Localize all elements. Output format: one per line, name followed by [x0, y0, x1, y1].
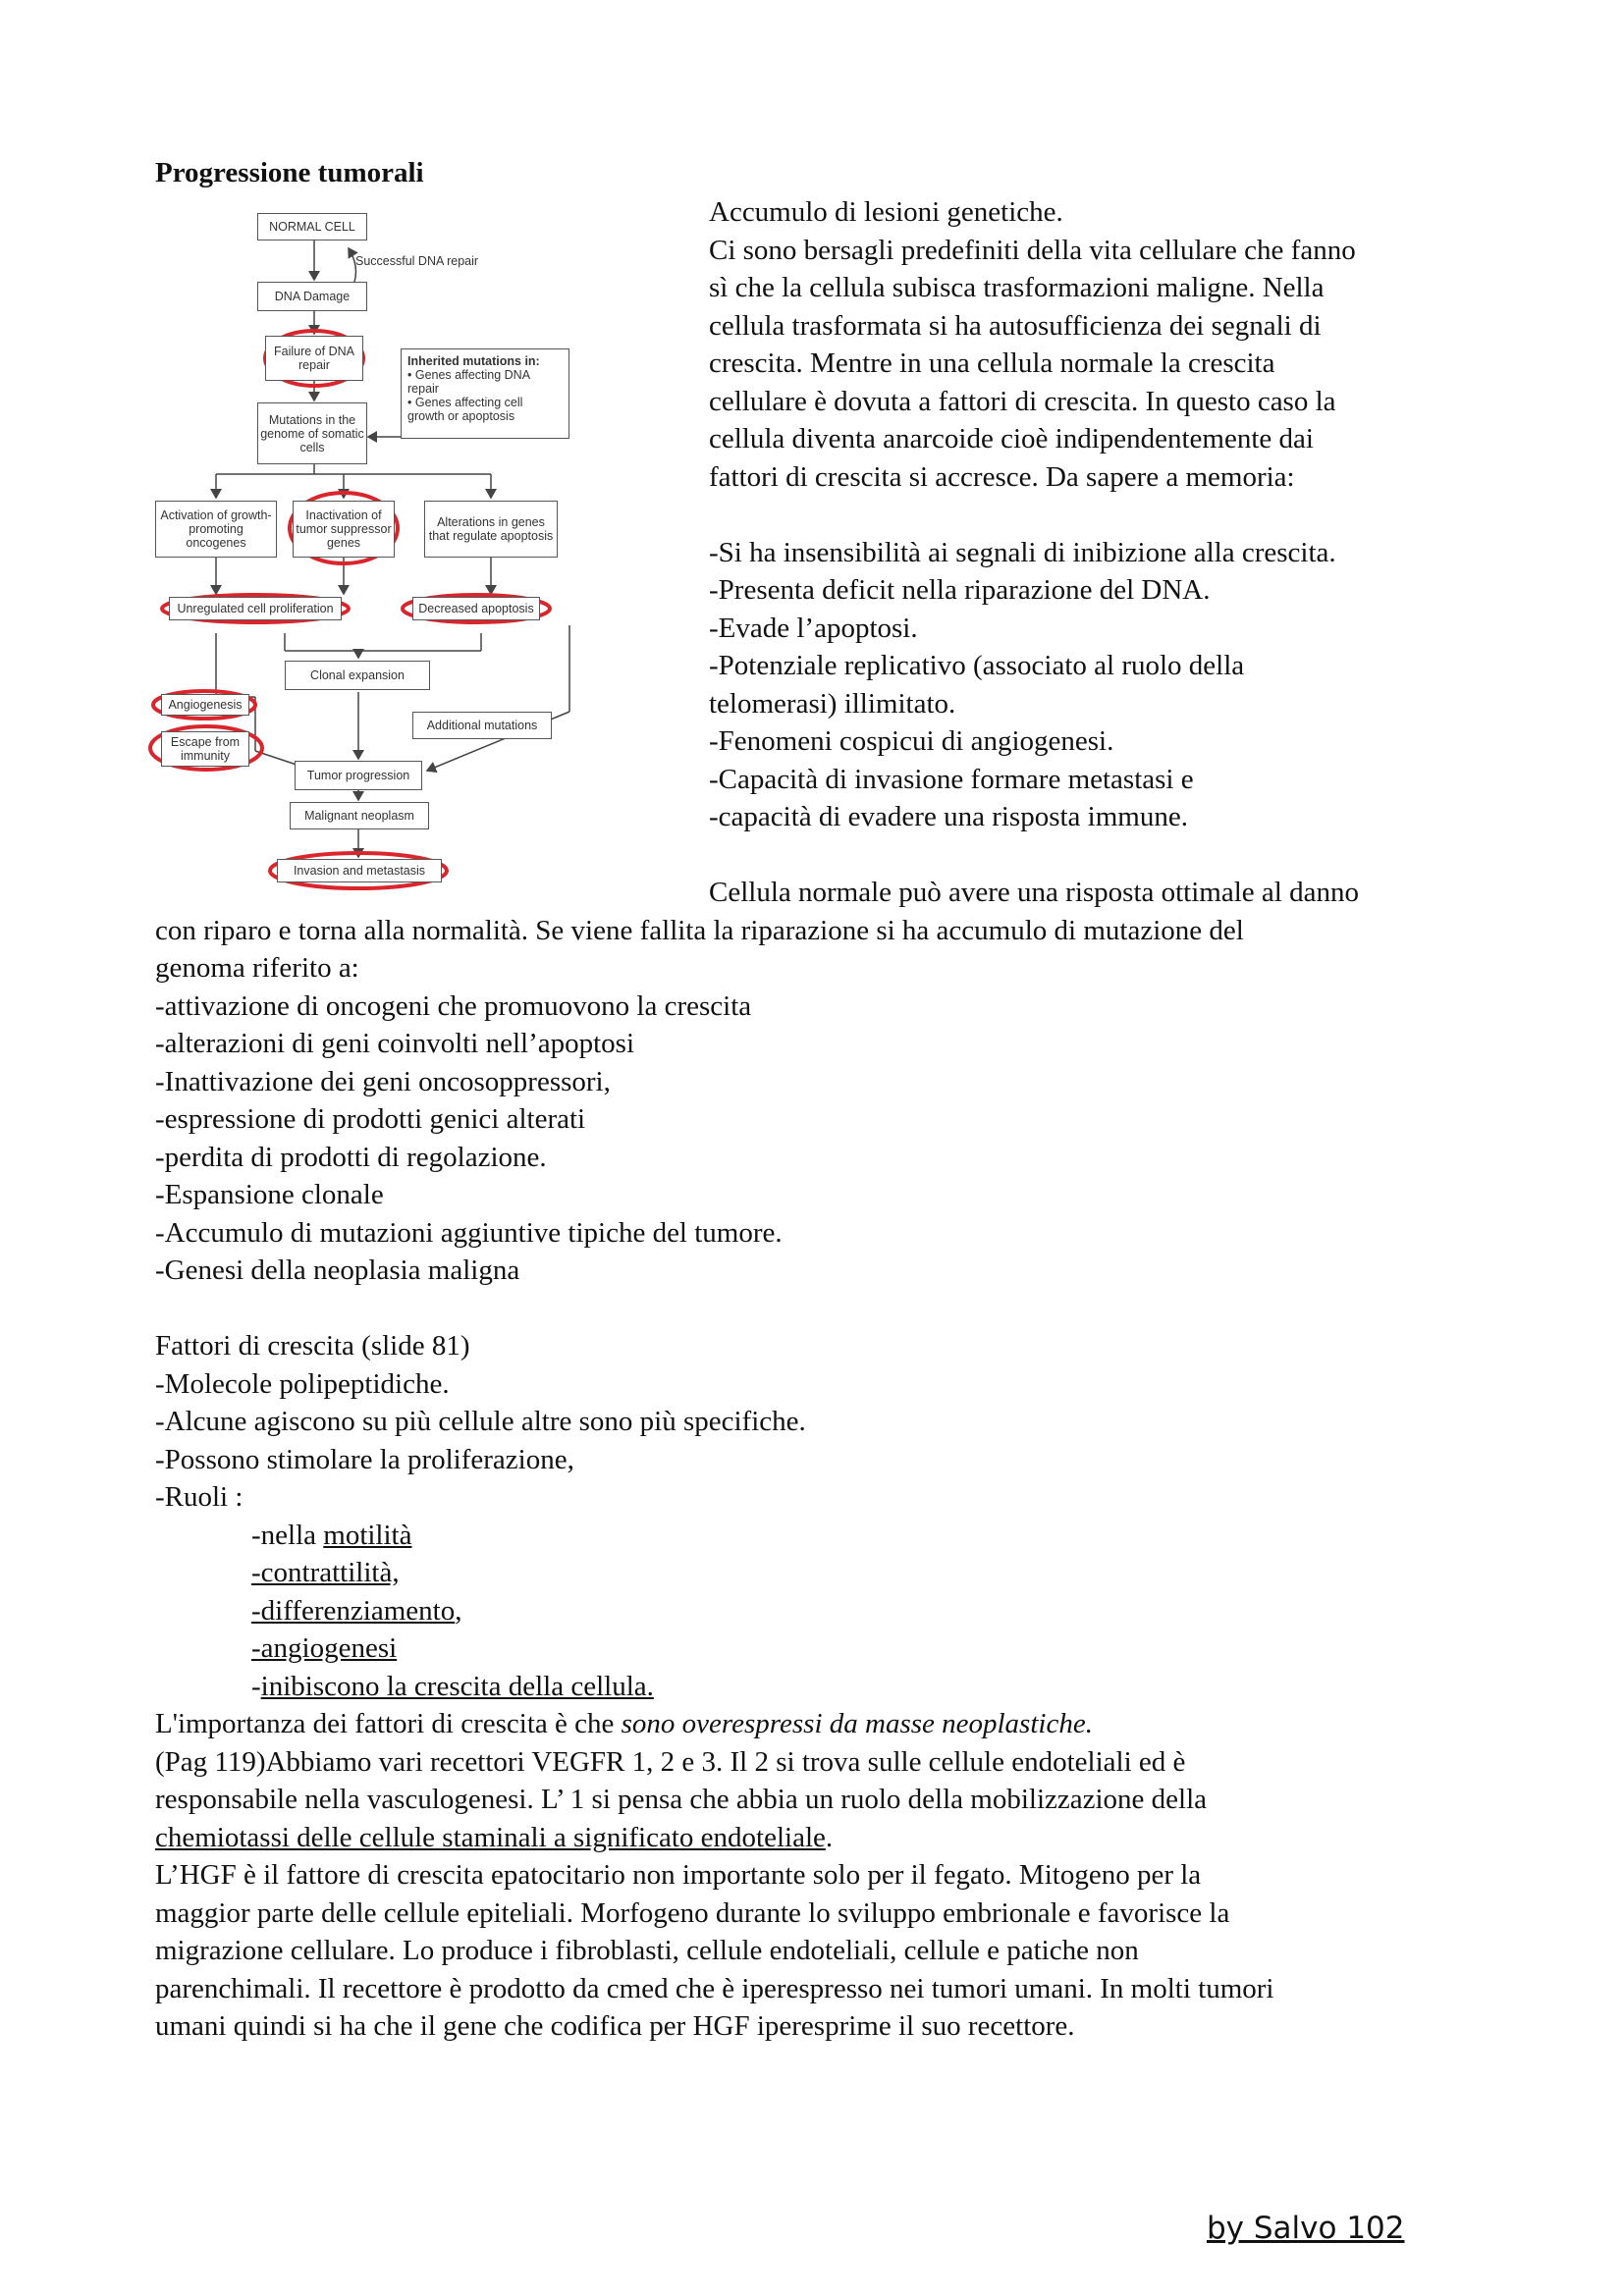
- right-text-line: Accumulo di lesioni genetiche.: [709, 196, 1063, 228]
- right-text-line: sì che la cellula subisca trasformazioni maligne. Nella: [709, 272, 1325, 303]
- paragraph-line: parenchimali. Il recettore è prodotto da cmed che è iperespresso nei tumori umani. In molti tumori: [155, 1973, 1274, 2004]
- inherited-mutations-box: [401, 348, 569, 439]
- list-item: -Molecole polipeptidiche.: [155, 1368, 450, 1400]
- right-text-line: cellula trasformata si ha autosufficienza dei segnali di: [709, 310, 1322, 342]
- footer-page-label: by Salvo 102: [1207, 2211, 1405, 2246]
- paragraph-line: maggior parte delle cellule epiteliali. Morfogeno durante lo sviluppo embrionale e favorisce la: [155, 1897, 1230, 1929]
- list-item: -Ruoli :: [155, 1481, 243, 1513]
- role-item: [251, 1629, 397, 1668]
- paragraph-line: [155, 1819, 833, 1857]
- paragraph-line: migrazione cellulare. Lo produce i fibroblasti, cellule endoteliali, cellule e patiche non: [155, 1935, 1139, 1966]
- dna-damage-box: DNA Damage: [257, 282, 367, 311]
- paragraph-line: responsabile nella vasculogenesi. L’ 1 si pensa che abbia un ruolo della mobilizzazione della: [155, 1784, 1208, 1815]
- memory-list-item: -Presenta deficit nella riparazione del DNA.: [709, 574, 1211, 606]
- list-item: -Espansione clonale: [155, 1179, 384, 1210]
- paragraph-line: con riparo e torna alla normalità. Se viene fallita la riparazione si ha accumulo di mutazione del: [155, 915, 1244, 946]
- role-item: [251, 1668, 654, 1706]
- inherited-item: • Genes affecting cell growth or apoptosis: [407, 396, 523, 423]
- memory-list-item: -Si ha insensibilità ai segnali di inibizione alla crescita.: [709, 537, 1336, 568]
- failure-repair-box: Failure of DNA repair: [265, 336, 363, 381]
- importance-italic: sono overespressi da masse neoplastiche.: [621, 1708, 1093, 1739]
- malignant-neoplasm-box: Malignant neoplasm: [290, 802, 429, 829]
- paragraph-line: L’HGF è il fattore di crescita epatocitario non importante solo per il fegato. Mitogeno per la: [155, 1859, 1202, 1891]
- role-underlined: -angiogenesi: [251, 1632, 398, 1664]
- right-text-line: crescita. Mentre in una cellula normale la crescita: [709, 347, 1275, 379]
- decreased-apoptosis-box: Decreased apoptosis: [412, 597, 540, 620]
- mutations-genome-box: Mutations in the genome of somatic cells: [257, 402, 367, 464]
- invasion-metastasis-box: Invasion and metastasis: [277, 859, 442, 882]
- role-suffix: ,: [455, 1595, 462, 1627]
- list-item: -Alcune agiscono su più cellule altre sono più specifiche.: [155, 1406, 806, 1437]
- inherited-title: Inherited mutations in:: [407, 354, 540, 368]
- right-text-line: cellulare è dovuta a fattori di crescita. In questo caso la: [709, 386, 1336, 417]
- paragraph-line: Cellula normale può avere una risposta ottimale al danno: [709, 877, 1359, 908]
- memory-list-item: -Fenomeni cospicui di angiogenesi.: [709, 725, 1114, 757]
- list-item: -alterazioni di geni coinvolti nell’apoptosi: [155, 1028, 635, 1059]
- inherited-item: • Genes affecting DNA repair: [407, 368, 530, 396]
- tumor-progression-diagram: [147, 201, 717, 898]
- memory-list-item: -Evade l’apoptosi.: [709, 613, 918, 644]
- list-item: -Inattivazione dei geni oncosoppressori,: [155, 1066, 611, 1097]
- paragraph-line: umani quindi si ha che il gene che codifica per HGF iperesprime il suo recettore.: [155, 2010, 1075, 2042]
- escape-immunity-box: Escape from immunity: [161, 731, 249, 767]
- paragraph-line: (Pag 119)Abbiamo vari recettori VEGFR 1, 2 e 3. Il 2 si trova sulle cellule endoteliali ed è: [155, 1746, 1186, 1778]
- right-text-line: Ci sono bersagli predefiniti della vita cellulare che fanno: [709, 235, 1356, 266]
- successful-repair-label: Successful DNA repair: [355, 254, 479, 268]
- page-title: Progressione tumorali: [155, 157, 424, 188]
- period: .: [825, 1822, 834, 1853]
- memory-list-item: -Potenziale replicativo (associato al ruolo della: [709, 650, 1245, 681]
- normal-cell-box: NORMAL CELL: [257, 213, 367, 240]
- role-underlined: -contrattilità,: [251, 1557, 400, 1588]
- role-item: [251, 1554, 400, 1592]
- angiogenesis-box: Angiogenesis: [161, 694, 249, 716]
- list-item: -attivazione di oncogeni che promuovono la crescita: [155, 990, 752, 1022]
- role-underlined: motilità: [323, 1520, 412, 1551]
- role-prefix: -: [251, 1671, 261, 1702]
- right-text-line: cellula diventa anarcoide cioè indipendentemente dai: [709, 423, 1314, 454]
- list-item: -Accumulo di mutazioni aggiuntive tipiche del tumore.: [155, 1217, 783, 1249]
- importance-text: L'importanza dei fattori di crescita è che: [155, 1708, 622, 1739]
- role-underlined: inibiscono la crescita della cellula.: [260, 1671, 654, 1702]
- clonal-expansion-box: Clonal expansion: [285, 661, 430, 690]
- unregulated-proliferation-box: Unregulated cell proliferation: [169, 597, 342, 620]
- memory-list-item: -capacità di evadere una risposta immune.: [709, 801, 1188, 832]
- inactivation-suppressor-box: Inactivation of tumor suppressor genes: [293, 501, 395, 558]
- role-item: [251, 1517, 411, 1555]
- underlined-phrase: chemiotassi delle cellule staminali a significato endoteliale: [155, 1822, 826, 1853]
- memory-list-item: telomerasi) illimitato.: [709, 688, 956, 720]
- activation-oncogenes-box: Activation of growth-promoting oncogenes: [155, 501, 277, 558]
- importance-line: [155, 1705, 1093, 1743]
- alterations-apoptosis-box: Alterations in genes that regulate apoptosis: [424, 501, 558, 558]
- list-item: -perdita di prodotti di regolazione.: [155, 1142, 547, 1173]
- memory-list-item: -Capacità di invasione formare metastasi e: [709, 764, 1194, 795]
- role-item: [251, 1592, 461, 1630]
- paragraph-line: genoma riferito a:: [155, 952, 359, 984]
- list-item: -espressione di prodotti genici alterati: [155, 1103, 586, 1135]
- role-prefix: -nella: [251, 1520, 324, 1551]
- role-underlined: -differenziamento: [251, 1595, 456, 1627]
- tumor-progression-box: Tumor progression: [295, 761, 422, 790]
- additional-mutations-box: Additional mutations: [412, 712, 552, 739]
- list-item: -Genesi della neoplasia maligna: [155, 1255, 520, 1286]
- list-item: -Possono stimolare la proliferazione,: [155, 1444, 574, 1475]
- section-heading: Fattori di crescita (slide 81): [155, 1330, 470, 1362]
- right-text-line: fattori di crescita si accresce. Da sapere a memoria:: [709, 461, 1295, 493]
